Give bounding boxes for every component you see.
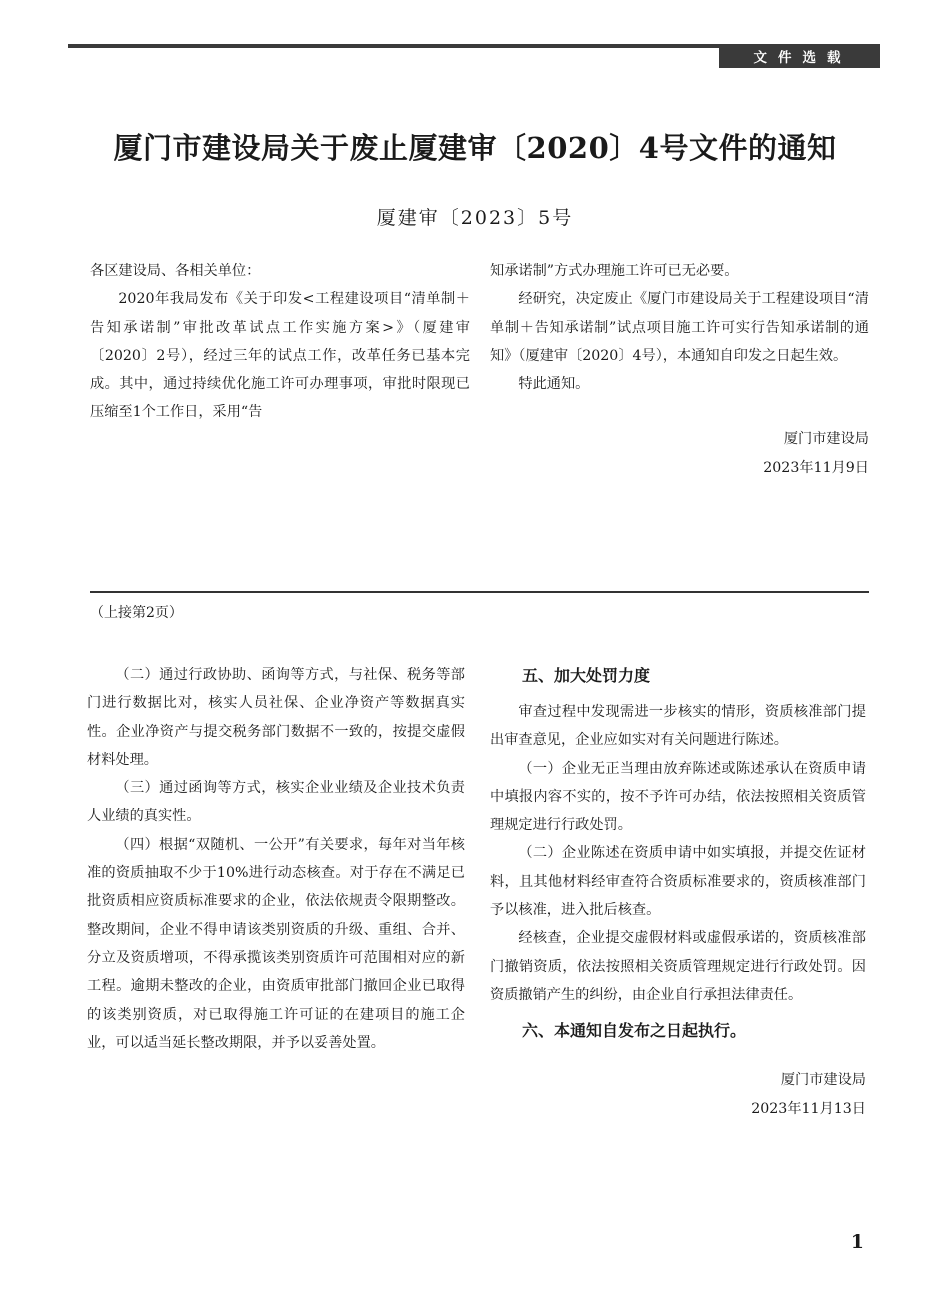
salutation: 各区建设局、各相关单位：: [90, 263, 261, 279]
signature-date: 2023年11月13日: [751, 1100, 866, 1117]
paragraph: （三）通过函询等方式，核实企业业绩及企业技术负责人业绩的真实性。: [87, 780, 465, 825]
section-label: 文件选载: [719, 48, 880, 68]
signature-org: 厦门市建设局: [780, 1072, 866, 1089]
paragraph: （二）企业陈述在资质申请中如实填报，并提交佐证材料，且其他材料经审查符合资质标准要求的，资质核准部门予以核准，进入批后核查。: [490, 845, 866, 919]
section-divider: [90, 591, 869, 593]
section-heading: 六、本通知自发布之日起执行。: [522, 1021, 747, 1041]
notice-right-column: [490, 257, 869, 482]
paragraph: 经核查，企业提交虚假材料或虚假承诺的，资质核准部门撤销资质，依法按照相关资质管理规定进行行政处罚。因资质撤销产生的纠纷，由企业自行承担法律责任。: [490, 930, 866, 1003]
paragraph: 特此通知。: [518, 376, 590, 393]
continued-right-column: [490, 661, 866, 1123]
paragraph: （一）企业无正当理由放弃陈述或陈述承认在资质申请中填报内容不实的，按不予许可办结，依法按照相关资质管理规定进行行政处罚。: [490, 760, 866, 834]
signature-date: 2023年11月9日: [763, 459, 869, 476]
paragraph: 审查过程中发现需进一步核实的情形，资质核准部门提出审查意见，企业应如实对有关问题进行陈述。: [490, 704, 866, 749]
continued-left-column: [87, 661, 465, 1057]
signature-org: 厦门市建设局: [783, 431, 869, 448]
paragraph: 知承诺制”方式办理施工许可已无必要。: [490, 263, 739, 279]
section-heading: 五、加大处罚力度: [522, 666, 651, 685]
document-number: 厦建审〔2023〕5号: [376, 207, 574, 229]
notice-left-column: [90, 257, 470, 427]
paragraph: （四）根据“双随机、一公开”有关要求，每年对当年核准的资质抽取不少于10%进行动态核查。对于存在不满足已批资质相应资质标准要求的企业，依法依规责令限期整改。整改期间，企业不得申请该类别资质的升级、重组、合并、分立及资质增项，不得承揽该类别资质许可范围相对应的新工程。逾期未整改的企业，由资质审批部门撤回企业已取得的该类别资质，对已取得施工许可证的在建项目的施工企业，可以适当延长整改期限，并予以妥善处置。: [87, 836, 465, 1051]
paragraph: 经研究，决定废止《厦门市建设局关于工程建设项目“清单制＋告知承诺制”试点项目施工许可实行告知承诺制的通知》（厦建审〔2020〕4号），本通知自印发之日起生效。: [490, 291, 869, 364]
paragraph: （二）通过行政协助、函询等方式，与社保、税务等部门进行数据比对，核实人员社保、企业净资产等数据真实性。企业净资产与提交税务部门数据不一致的，按提交虚假材料处理。: [87, 667, 465, 768]
continued-label: （上接第2页）: [90, 605, 183, 621]
page-number: 1: [850, 1231, 864, 1253]
paragraph: 2020年我局发布《关于印发<工程建设项目“清单制＋告知承诺制”审批改革试点工作实施方案>》（厦建审〔2020〕2号），经过三年的试点工作，改革任务已基本完成。其中，通过持续优化施工许可办理事项，审批时限现已压缩至1个工作日，采用“告: [90, 291, 470, 421]
notice-title: 厦门市建设局关于废止厦建审〔2020〕4号文件的通知: [113, 131, 837, 165]
